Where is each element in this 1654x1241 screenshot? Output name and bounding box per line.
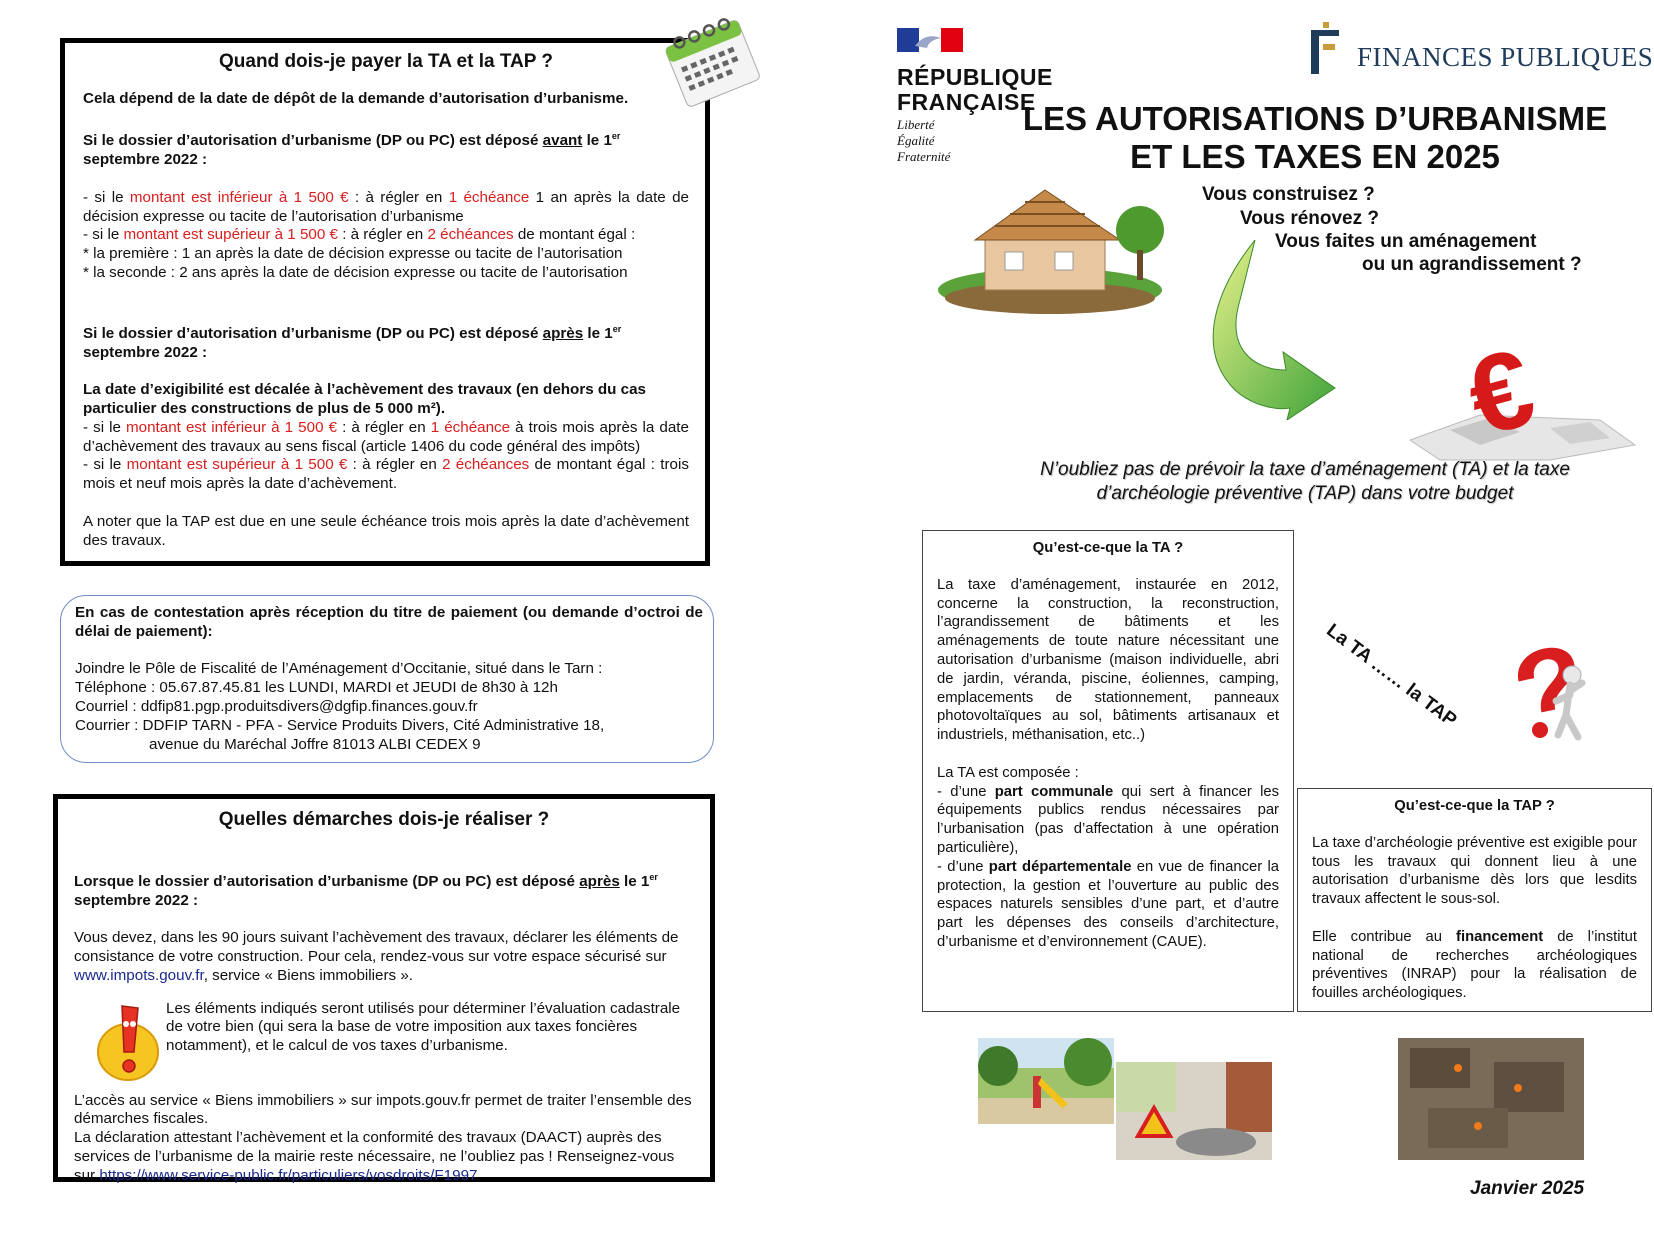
demarches-section <box>53 794 715 1182</box>
fp-monogram-icon <box>1305 20 1345 76</box>
after-line-1: - si le montant est inférieur à 1 500 € : à régler en 1 échéance à trois mois après la date d’achèvement des travaux au sens fiscal (article 1406 du code général des impôts) <box>83 418 689 455</box>
before-line-3: * la première : 1 an après la date de décision expresse ou tacite de l’autorisation <box>83 245 623 263</box>
footer-date: Janvier 2025 <box>1470 1178 1585 1199</box>
question-2: Vous rénovez ? <box>1240 208 1380 229</box>
rf-name: RÉPUBLIQUE FRANÇAISE <box>897 64 1053 115</box>
after-bold-para: La date d’exigibilité est décalée à l’achèvement des travaux (en dehors du cas particulier des constructions de plus de 5 000 m²). <box>83 381 647 418</box>
demarches-para-1: Vous devez, dans les 90 jours suivant l’achèvement des travaux, déclarer les éléments de consistance de votre construction. Pour cela, rendez-vous sur votre espace sécurisé sur www.impots.gouv.fr, service « Biens immobiliers ». <box>74 929 679 984</box>
tap-para-2: Elle contribue au financement de l’institut national de recherches archéologiques préventives (INRAP) pour la réalisation de fouilles archéologiques. <box>1312 928 1637 1002</box>
after-line-2: - si le montant est supérieur à 1 500 € : à régler en 2 échéances de montant égal : trois mois et neuf mois après la date d’achèvement. <box>83 456 689 493</box>
payment-intro: Cela dépend de la date de dépôt de la demande d’autorisation d’urbanisme. <box>83 89 629 107</box>
question-mark-figure-icon <box>1500 635 1600 745</box>
after-heading: Si le dossier d’autorisation d’urbanisme (DP ou PC) est déposé après le 1er septembre 2022 : <box>83 323 622 361</box>
question-1: Vous construisez ? <box>1202 184 1375 205</box>
ta-part-departementale: - d’une part départementale en vue de financer la protection, la gestion et l’ouverture au public des espaces naturels sensibles d’une part, et d’autre part les dépenses des conseils d’architecture, d’urbanisme et d’environnement (CAUE). <box>937 858 1279 950</box>
excavation-photo <box>1398 1038 1584 1160</box>
ta-part-communale: - d’une part communale qui sert à financer les équipements publics rendus nécessaires par l’urbanisation (pas d’affectation à une opération particulière), <box>937 783 1279 856</box>
tap-note: A noter que la TAP est due en une seule échéance trois mois après la date d’achèvement des travaux. <box>83 512 689 549</box>
before-line-2: - si le montant est supérieur à 1 500 € : à régler en 2 échéances de montant égal : <box>83 226 636 244</box>
tap-para-1: La taxe d’archéologie préventive est exigible pour tous les travaux qui donnent lieu à une autorisation d’urbanisme dès lors que lesdits travaux affectent le sous-sol. <box>1312 834 1637 908</box>
impots-link[interactable]: www.impots.gouv.fr <box>74 966 204 984</box>
ta-para-2: La TA est composée : <box>937 764 1079 781</box>
marianne-flag-icon <box>897 28 963 52</box>
house-illustration <box>935 180 1170 320</box>
payment-title: Quand dois-je payer la TA et la TAP ? <box>219 51 553 72</box>
contest-phone: Téléphone : 05.67.87.45.81 les LUNDI, MARDI et JEUDI de 8h30 à 12h <box>75 679 558 697</box>
rf-motto: Liberté Égalité Fraternité <box>897 117 951 164</box>
ta-title: Qu’est-ce-que la TA ? <box>1032 540 1184 556</box>
before-heading: Si le dossier d’autorisation d’urbanisme (DP ou PC) est déposé avant le 1er septembre 2022 : <box>83 131 621 169</box>
finances-publiques-logo <box>1305 20 1654 80</box>
contest-heading: En cas de contestation après réception du titre de paiement (ou demande d’octroi de délai de paiement): <box>75 604 703 640</box>
contest-mail-1: Courrier : DDFIP TARN - PFA - Service Produits Divers, Cité Administrative 18, <box>75 716 605 734</box>
ta-section <box>922 530 1294 1012</box>
service-public-link[interactable]: https://www.service-public.fr/particuliers/vosdroits/F1997 <box>99 1166 478 1184</box>
before-line-4: * la seconde : 2 ans après la date de décision expresse ou tacite de l’autorisation <box>83 264 628 282</box>
demarches-heading: Lorsque le dossier d’autorisation d’urbanisme (DP ou PC) est déposé après le 1er septembre 2022 : <box>74 871 658 909</box>
green-arrow-icon <box>1185 240 1340 420</box>
tap-section <box>1297 788 1652 1012</box>
fp-logo-text: FINANCES PUBLIQUES <box>1357 42 1654 72</box>
ta-para-1: La taxe d’aménagement, instaurée en 2012, concerne la construction, la reconstruction, l’agrandissement de bâtiments et les aménagements de toute nature nécessitant une autorisation d’urbanisme (maison individuelle, abri de jardin, véranda, piscine, éoliennes, camping, emplacements de stationnement, panneaux photovoltaïques au sol, bâtiments artisanaux et industriels, méthanisation, etc..) <box>937 576 1279 744</box>
payment-section <box>60 38 710 566</box>
question-4: ou un agrandissement ? <box>1362 254 1582 275</box>
calendar-icon <box>655 12 767 112</box>
warning-text: Les éléments indiqués seront utilisés pour déterminer l’évaluation cadastrale de votre bien (qui sera la base de votre imposition aux taxes foncières notamment), et le calcul de vos taxes d’urbanisme. <box>166 999 681 1055</box>
roadworks-photo <box>1116 1062 1272 1160</box>
budget-reminder: N’oubliez pas de prévoir la taxe d’aménagement (TA) et la taxe d’archéologie préventive (TAP) dans votre budget <box>1040 459 1570 504</box>
tap-title: Qu’est-ce-que la TAP ? <box>1394 798 1555 814</box>
demarches-para-2: L’accès au service « Biens immobiliers » sur impots.gouv.fr permet de traiter l’ensemble des démarches fiscales. <box>74 1091 692 1128</box>
ta-tap-label: La TA …… la TAP <box>1322 620 1461 732</box>
contest-intro: Joindre le Pôle de Fiscalité de l’Aménagement d’Occitanie, situé dans le Tarn : <box>75 660 603 678</box>
contest-mail-2: avenue du Maréchal Joffre 81013 ALBI CEDEX 9 <box>149 735 481 753</box>
playground-photo <box>978 1038 1114 1124</box>
question-3: Vous faites un aménagement <box>1275 231 1537 252</box>
euro-illustration <box>1400 320 1640 470</box>
contest-section <box>60 595 714 763</box>
before-line-1: - si le montant est inférieur à 1 500 € : à régler en 1 échéance 1 an après la date de décision expresse ou tacite de l’autorisation d’urbanisme <box>83 188 689 225</box>
svg-text:€: € <box>1455 325 1547 460</box>
warning-icon <box>74 1000 166 1084</box>
demarches-title: Quelles démarches dois-je réaliser ? <box>218 809 550 830</box>
demarches-para-3: La déclaration attestant l’achèvement et la conformité des travaux (DAACT) auprès des services de l’urbanisme de la mairie reste nécessaire, ne l’oubliez pas ! Renseignez-vous sur https://www.service-public.fr/particuliers/vosdroits/F1997. <box>74 1129 675 1184</box>
page-title: LES AUTORISATIONS D’URBANISME ET LES TAXES EN 2025 <box>1022 100 1608 175</box>
contest-email: Courriel : ddfip81.pgp.produitsdivers@dgfip.finances.gouv.fr <box>75 697 478 715</box>
